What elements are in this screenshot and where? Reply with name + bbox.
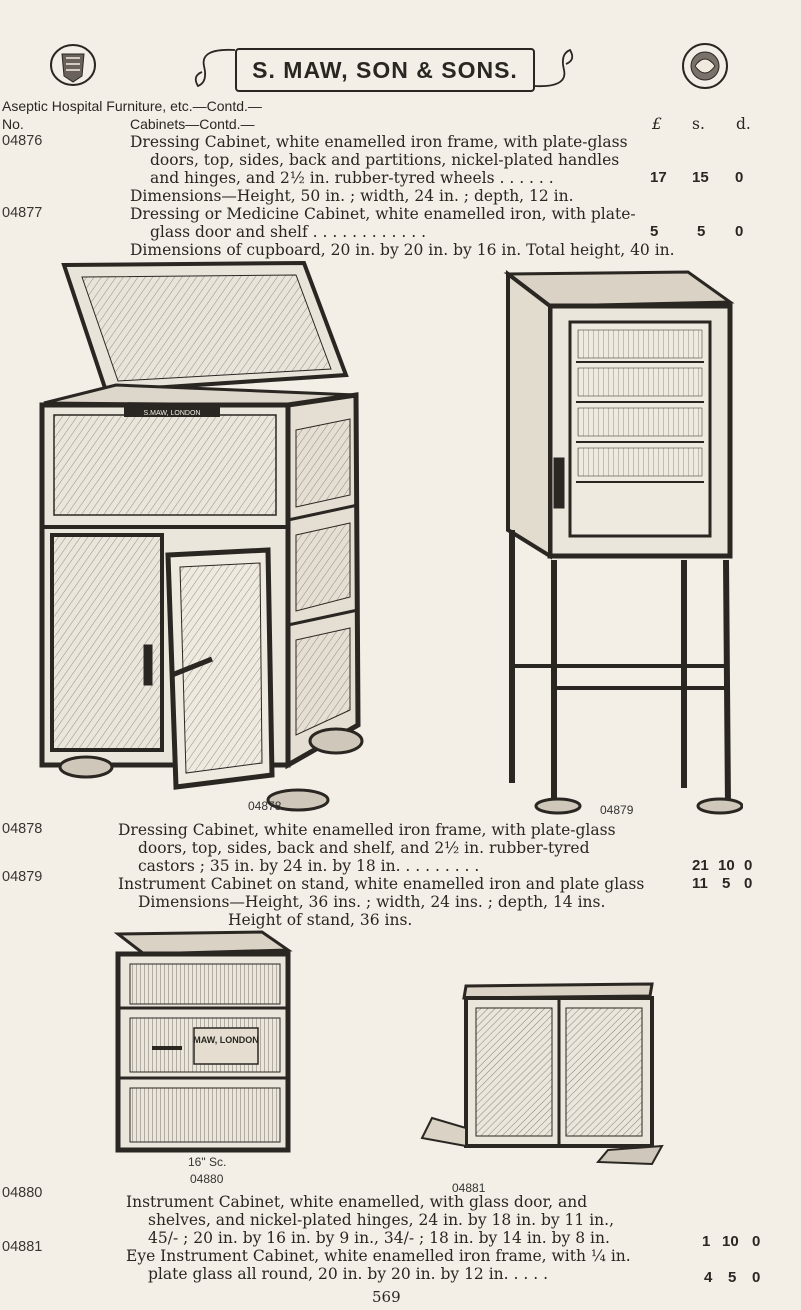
column-pounds-header: £ [652, 115, 662, 133]
instrument-cabinet-illustration [112, 928, 312, 1164]
price-shillings: 5 [697, 223, 706, 240]
instrument-cabinet-on-stand-illustration [498, 268, 743, 816]
column-pence-header: d. [736, 115, 751, 133]
item-description-line: 45/- ; 20 in. by 16 in. by 9 in., 34/- ; 18 in. by 14 in. by 8 in. [148, 1229, 610, 1247]
item-description-line: Dressing Cabinet, white enamelled iron frame, with plate-glass [118, 821, 616, 839]
price-pounds: 11 [692, 875, 708, 892]
price-pounds: 4 [704, 1269, 713, 1286]
price-pence: 0 [735, 223, 744, 240]
figure-label: 04878 [248, 799, 282, 813]
column-shillings-header: s. [692, 115, 705, 133]
royal-arms-icon [48, 42, 98, 88]
cabinet-nameplate: S.MAW, LONDON [143, 410, 201, 417]
item-description-line: and hinges, and 2½ in. rubber-tyred wheels . . . . . . [150, 169, 554, 187]
price-shillings: 5 [722, 875, 731, 892]
item-description-line: Dressing Cabinet, white enamelled iron frame, with plate-glass [130, 133, 628, 151]
price-pence: 0 [752, 1269, 761, 1286]
price-pounds: 17 [650, 169, 667, 186]
item-description-line: Dressing or Medicine Cabinet, white enamelled iron, with plate- [130, 205, 636, 223]
price-pence: 0 [744, 857, 753, 874]
column-no-header: No. [2, 116, 24, 132]
price-shillings: 5 [728, 1269, 737, 1286]
figure-label: 04879 [600, 803, 634, 817]
item-description-line: shelves, and nickel-plated hinges, 24 in. by 18 in. by 11 in., [148, 1211, 614, 1229]
item-description-line: castors ; 35 in. by 24 in. by 18 in. . . . . . . . . [138, 857, 480, 875]
item-number: 04877 [2, 205, 43, 221]
price-shillings: 10 [718, 857, 735, 874]
item-description-line: Instrument Cabinet on stand, white enamelled iron and plate glass [118, 875, 645, 893]
section-title: Aseptic Hospital Furniture, etc.—Contd.— [2, 98, 262, 114]
item-dimensions: Dimensions—Height, 50 in. ; width, 24 in. ; depth, 12 in. [130, 187, 574, 205]
item-number: 04876 [2, 133, 43, 149]
scroll-ornament-left-icon [190, 46, 240, 90]
engraver-mark: 16" Sc. [188, 1155, 227, 1169]
item-number: 04880 [2, 1185, 43, 1201]
item-number: 04881 [2, 1239, 43, 1255]
price-pounds: 1 [702, 1233, 711, 1250]
cabinet-nameplate: MAW, LONDON [193, 1035, 259, 1045]
item-dimensions: Dimensions of cupboard, 20 in. by 20 in. by 16 in. Total height, 40 in. [130, 241, 675, 259]
price-pence: 0 [735, 169, 744, 186]
eye-instrument-cabinet-illustration [412, 978, 668, 1168]
page-number: 569 [372, 1288, 401, 1306]
price-shillings: 10 [722, 1233, 739, 1250]
price-pounds: 21 [692, 857, 709, 874]
figure-label: 04880 [190, 1172, 224, 1186]
item-description-line: doors, top, sides, back and shelf, and 2½ in. rubber-tyred [138, 839, 590, 857]
price-pence: 0 [744, 875, 753, 892]
price-shillings: 15 [692, 169, 709, 186]
figure-label: 04881 [452, 1181, 486, 1195]
subsection-title: Cabinets—Contd.— [130, 116, 255, 132]
item-dimensions: Dimensions—Height, 36 ins. ; width, 24 ins. ; depth, 14 ins. [138, 893, 606, 911]
item-description-line: Instrument Cabinet, white enamelled, with glass door, and [126, 1193, 588, 1211]
price-pounds: 5 [650, 223, 659, 240]
item-number: 04879 [2, 869, 43, 885]
item-description-line: plate glass all round, 20 in. by 20 in. by 12 in. . . . . [148, 1265, 549, 1283]
dressing-cabinet-illustration [36, 255, 386, 815]
price-pence: 0 [752, 1233, 761, 1250]
item-dimensions: Height of stand, 36 ins. [228, 911, 413, 929]
item-description-line: doors, top, sides, back and partitions, nickel-plated handles [150, 151, 620, 169]
item-description-line: glass door and shelf . . . . . . . . . . . . [150, 223, 427, 241]
scroll-ornament-right-icon [528, 46, 578, 90]
item-description-line: Eye Instrument Cabinet, white enamelled iron frame, with ¼ in. [126, 1247, 631, 1265]
company-banner: S. MAW, SON & SONS. [235, 48, 535, 92]
item-number: 04878 [2, 821, 43, 837]
crest-icon [680, 42, 730, 90]
